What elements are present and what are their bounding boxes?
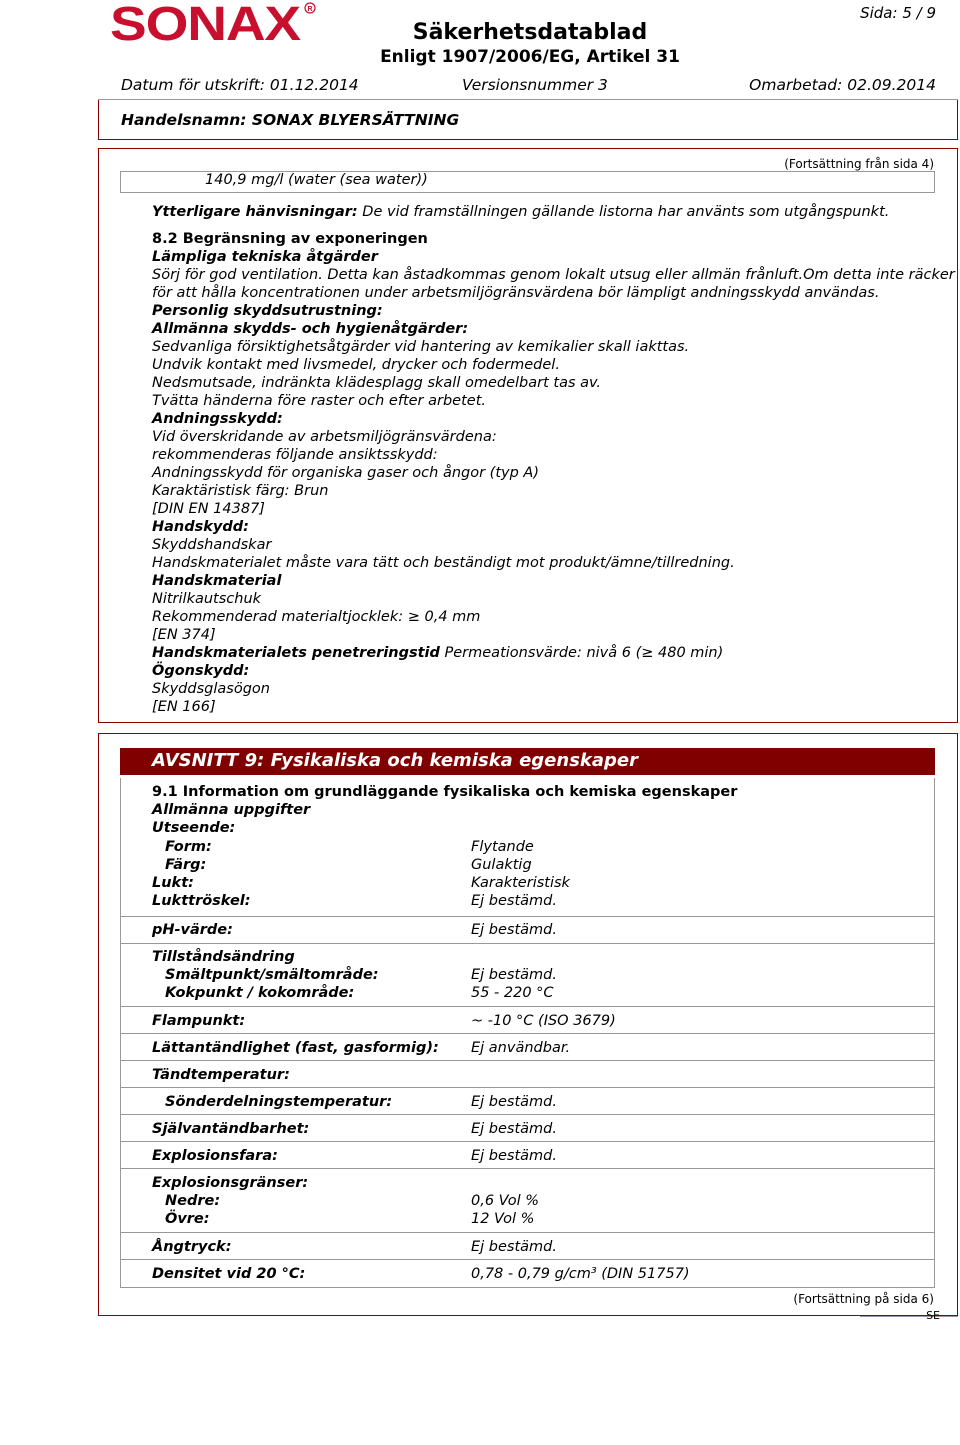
density-value: 0,78 - 0,79 g/cm³ (DIN 51757) [471, 1266, 690, 1282]
eye-protection-line: Skyddsglasögon [152, 681, 270, 697]
penetration-text: Permeationsvärde: nivå 6 (≥ 480 min) [439, 645, 724, 661]
explosion-limits-label: Explosionsgränser: [152, 1175, 309, 1191]
eye-protection-line: [EN 166] [152, 699, 216, 715]
flammability-label: Lättantändlighet (fast, gasformig): [152, 1040, 439, 1056]
ppe-heading: Personlig skyddsutrustning: [152, 303, 383, 319]
table-row [120, 1233, 935, 1260]
tech-measures-heading: Lämpliga tekniska åtgärder [152, 249, 378, 265]
trade-name: Handelsnamn: SONAX BLYERSÄTTNING [121, 111, 460, 129]
upper-limit-label: Övre: [165, 1211, 210, 1227]
odor-value: Karakteristisk [471, 875, 570, 891]
tech-measures-line-2: för att hålla koncentrationen under arbetsmiljögränsvärdena bör lämpligt andningsskydd användas. [152, 285, 880, 301]
svg-text:R: R [307, 6, 313, 13]
lower-limit-value: 0,6 Vol % [471, 1193, 540, 1209]
further-references [152, 203, 889, 221]
respiratory-line: rekommenderas följande ansiktsskydd: [152, 447, 438, 463]
self-ignition-value: Ej bestämd. [471, 1121, 557, 1137]
lower-limit-label: Nedre: [165, 1193, 221, 1209]
state-change-label: Tillståndsändring [152, 949, 295, 965]
melting-point-value: Ej bestämd. [471, 967, 557, 983]
glove-material-heading: Handskmaterial [152, 573, 282, 589]
respiratory-line: [DIN EN 14387] [152, 501, 265, 517]
continuation-from: (Fortsättning från sida 4) [784, 157, 934, 171]
document-subtitle: Enligt 1907/2006/EG, Artikel 31 [380, 47, 680, 67]
upper-limit-value: 12 Vol % [471, 1211, 535, 1227]
footer-divider [860, 1316, 958, 1317]
table-row [120, 1034, 935, 1061]
table-row [120, 1007, 935, 1034]
hygiene-line: Nedsmutsade, indränkta klädesplagg skall omedelbart tas av. [152, 375, 602, 391]
revision-date: Omarbetad: 02.09.2014 [749, 76, 936, 94]
subheading-9-1: 9.1 Information om grundläggande fysikaliska och kemiska egenskaper [152, 784, 738, 800]
hygiene-line: Undvik kontakt med livsmedel, drycker och fodermedel. [152, 357, 560, 373]
hand-protection-line: Handskmaterialet måste vara tätt och beständigt mot produkt/ämne/tillredning. [152, 555, 735, 571]
odor-threshold-value: Ej bestämd. [471, 893, 557, 909]
penetration-label: Handskmaterialets penetreringstid [152, 645, 440, 661]
density-label: Densitet vid 20 °C: [152, 1266, 306, 1282]
page-number: Sida: 5 / 9 [860, 4, 936, 22]
pnec-value: 140,9 mg/l (water (sea water)) [205, 172, 428, 188]
flash-point-label: Flampunkt: [152, 1013, 246, 1029]
appearance-label: Utseende: [152, 820, 236, 836]
flash-point-value: ~ -10 °C (ISO 3679) [471, 1013, 616, 1029]
table-row [120, 944, 935, 1007]
glove-material-line: Nitrilkautschuk [152, 591, 262, 607]
decomposition-label: Sönderdelningstemperatur: [165, 1094, 393, 1110]
document-title: Säkerhetsdatablad [412, 20, 648, 45]
ph-value: Ej bestämd. [471, 922, 557, 938]
tech-measures-line-1: Sörj för god ventilation. Detta kan åstadkommas genom lokalt utsug eller allmän frånluft.Om detta inte räcker [152, 267, 955, 283]
hand-protection-heading: Handskydd: [152, 519, 249, 535]
explosion-hazard-value: Ej bestämd. [471, 1148, 557, 1164]
vapour-pressure-value: Ej bestämd. [471, 1239, 557, 1255]
boiling-point-label: Kokpunkt / kokområde: [165, 985, 355, 1001]
table-row [120, 917, 935, 944]
table-row [120, 1169, 935, 1233]
boiling-point-value: 55 - 220 °C [471, 985, 554, 1001]
table-row [120, 1115, 935, 1142]
svg-text:SONAX: SONAX [110, 0, 302, 46]
self-ignition-label: Självantändbarhet: [152, 1121, 310, 1137]
continuation-to: (Fortsättning på sida 6) [793, 1292, 934, 1306]
general-info-label: Allmänna uppgifter [152, 802, 311, 818]
respiratory-line: Andningsskydd för organiska gaser och ångor (typ A) [152, 465, 539, 481]
eye-protection-heading: Ögonskydd: [152, 663, 250, 679]
respiratory-line: Karaktäristisk färg: Brun [152, 483, 329, 499]
respiratory-heading: Andningsskydd: [152, 411, 283, 427]
form-value: Flytande [471, 839, 534, 855]
table-row [120, 778, 935, 917]
further-label: Ytterligare hänvisningar: [152, 204, 358, 220]
language-code: SE [926, 1309, 940, 1322]
version-number: Versionsnummer 3 [462, 76, 608, 94]
ignition-temperature-label: Tändtemperatur: [152, 1067, 290, 1083]
flammability-value: Ej användbar. [471, 1040, 571, 1056]
vapour-pressure-label: Ångtryck: [152, 1239, 232, 1255]
glove-material-line: Rekommenderad materialtjocklek: ≥ 0,4 mm [152, 609, 481, 625]
table-row [120, 1142, 935, 1169]
melting-point-label: Smältpunkt/smältområde: [165, 967, 379, 983]
hand-protection-line: Skyddshandskar [152, 537, 272, 553]
color-label: Färg: [165, 857, 207, 873]
table-row [120, 1061, 935, 1088]
table-row [120, 1260, 935, 1288]
ph-label: pH-värde: [152, 922, 233, 938]
odor-label: Lukt: [152, 875, 194, 891]
section-8-2 [152, 230, 955, 716]
hygiene-line: Sedvanliga försiktighetsåtgärder vid hantering av kemikalier skall iakttas. [152, 339, 690, 355]
table-row [120, 1088, 935, 1115]
color-value: Gulaktig [471, 857, 532, 873]
section-9-title: AVSNITT 9: Fysikaliska och kemiska egenskaper [152, 750, 638, 771]
print-date: Datum för utskrift: 01.12.2014 [121, 76, 359, 94]
decomposition-value: Ej bestämd. [471, 1094, 557, 1110]
hygiene-line: Tvätta händerna före raster och efter arbetet. [152, 393, 486, 409]
odor-threshold-label: Lukttröskel: [152, 893, 251, 909]
heading-8-2: 8.2 Begränsning av exponeringen [152, 231, 428, 247]
hygiene-heading: Allmänna skydds- och hygienåtgärder: [152, 321, 469, 337]
form-label: Form: [165, 839, 212, 855]
further-text: De vid framställningen gällande listorna har använts som utgångspunkt. [357, 204, 890, 220]
respiratory-line: Vid överskridande av arbetsmiljögränsvärdena: [152, 429, 497, 445]
explosion-hazard-label: Explosionsfara: [152, 1148, 278, 1164]
glove-material-line: [EN 374] [152, 627, 216, 643]
